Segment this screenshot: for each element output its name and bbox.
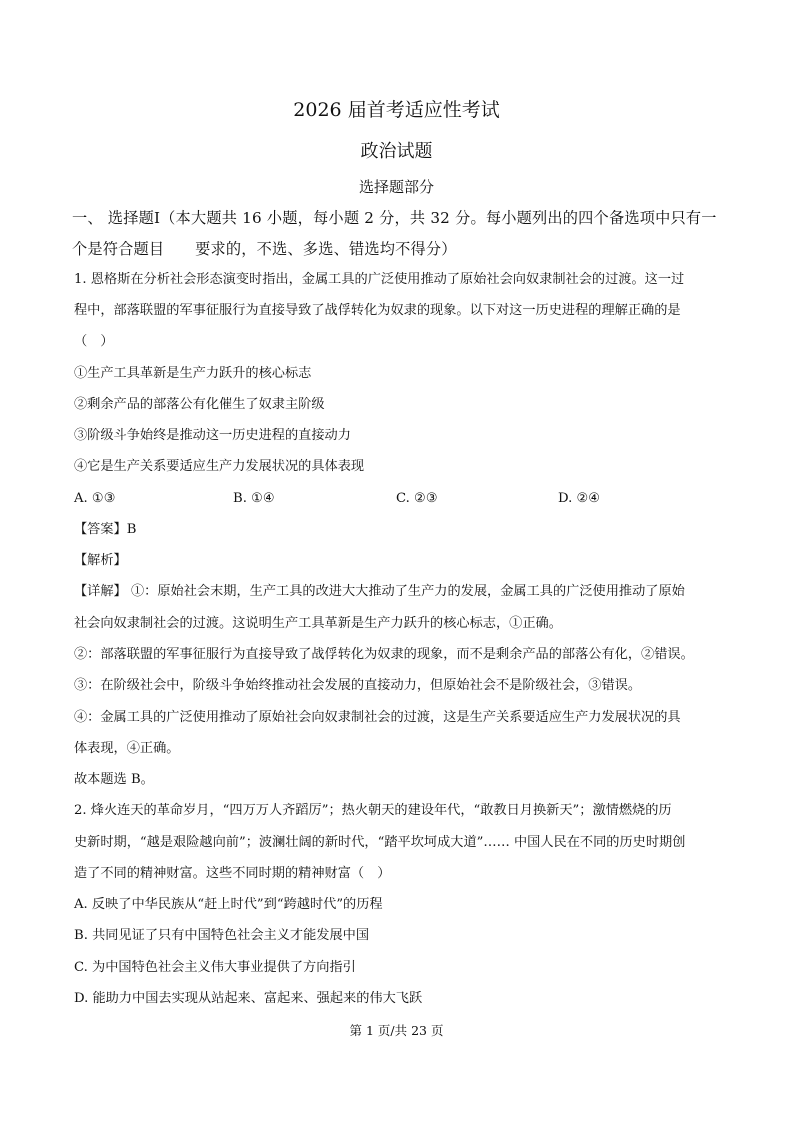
instructions-line-1: 一、 选择题Ⅰ（本大题共 16 小题，每小题 2 分，共 32 分。每小题列出的四个备选项中只有一 (72, 209, 717, 227)
q1-option-d: D. ②④ (558, 491, 601, 506)
q2-stem-line-3: 造了不同的精神财富。这些不同时期的精神财富（ ） (74, 866, 391, 881)
q2-stem-line-2: 史新时期，“越是艰险越向前”；波澜壮阔的新时代，“踏平坎坷成大道”…… 中国人民在不同的历史时期创 (74, 835, 686, 850)
q1-option-a: A. ①③ (74, 491, 116, 506)
q1-detail-line-6: 体表现，④正确。 (74, 741, 180, 756)
q1-statement: ①生产工具革新是生产力跃升的核心标志 (74, 366, 312, 381)
q1-stem-line-1: 1. 恩格斯在分析社会形态演变时指出，金属工具的广泛使用推动了原始社会向奴隶制社会的过渡。这一过 (74, 272, 685, 287)
q1-option-b: B. ①④ (233, 491, 275, 506)
q1-option-c: C. ②③ (396, 491, 438, 506)
q1-detail-line-1: 【详解】 ①：原始社会末期，生产工具的改进大大推动了生产力的发展，金属工具的广泛使用推动了原始 (74, 584, 685, 599)
q1-statement: ④它是生产关系要适应生产力发展状况的具体表现 (74, 459, 365, 474)
q1-detail-line-3: ②：部落联盟的军事征服行为直接导致了战俘转化为奴隶的现象，而不是剩余产品的部落公有化，②错误。 (74, 647, 694, 662)
q2-stem-line-1: 2. 烽火连天的革命岁月，“四万万人齐蹈厉”；热火朝天的建设年代，“敢教日月换新天”；激情燃烧的历 (74, 803, 672, 818)
subject-title: 政治试题 (360, 141, 433, 162)
section-heading: 选择题部分 (358, 178, 434, 196)
q1-detail-line-4: ③：在阶级社会中，阶级斗争始终推动社会发展的直接动力，但原始社会不是阶级社会，③错误。 (74, 678, 642, 693)
q2-option-a: A. 反映了中华民族从“赶上时代”到“跨越时代”的历程 (74, 897, 383, 912)
q1-statement: ③阶级斗争始终是推动这一历史进程的直接动力 (74, 428, 351, 443)
page-footer: 第 1 页/共 23 页 (349, 1023, 444, 1038)
q1-detail-line-2: 社会向奴隶制社会的过渡。这说明生产工具革新是生产力跃升的核心标志，①正确。 (74, 616, 562, 631)
q1-stem-line-2: 程中，部落联盟的军事征服行为直接导致了战俘转化为奴隶的现象。以下对这一历史进程的理解正确的是 (74, 303, 681, 318)
q2-option-d: D. 能助力中国去实现从站起来、富起来、强起来的伟大飞跃 (74, 991, 423, 1006)
q2-option-b: B. 共同见证了只有中国特色社会主义才能发展中国 (74, 928, 370, 943)
q1-answer: 【答案】B (74, 522, 137, 537)
exam-title: 2026 届首考适应性考试 (293, 99, 500, 121)
q1-stem-line-3: （ ） (74, 334, 114, 349)
instructions-line-2: 个是符合题目 要求的，不选、多选、错选均不得分） (72, 240, 457, 258)
q1-detail-line-5: ④：金属工具的广泛使用推动了原始社会向奴隶制社会的过渡，这是生产关系要适应生产力发展状况的具 (74, 710, 681, 725)
q1-statement: ②剩余产品的部落公有化催生了奴隶主阶级 (74, 397, 325, 412)
q1-analysis-label: 【解析】 (74, 553, 127, 568)
q2-option-c: C. 为中国特色社会主义伟大事业提供了方向指引 (74, 960, 356, 975)
q1-conclusion: 故本题选 B。 (74, 772, 154, 787)
